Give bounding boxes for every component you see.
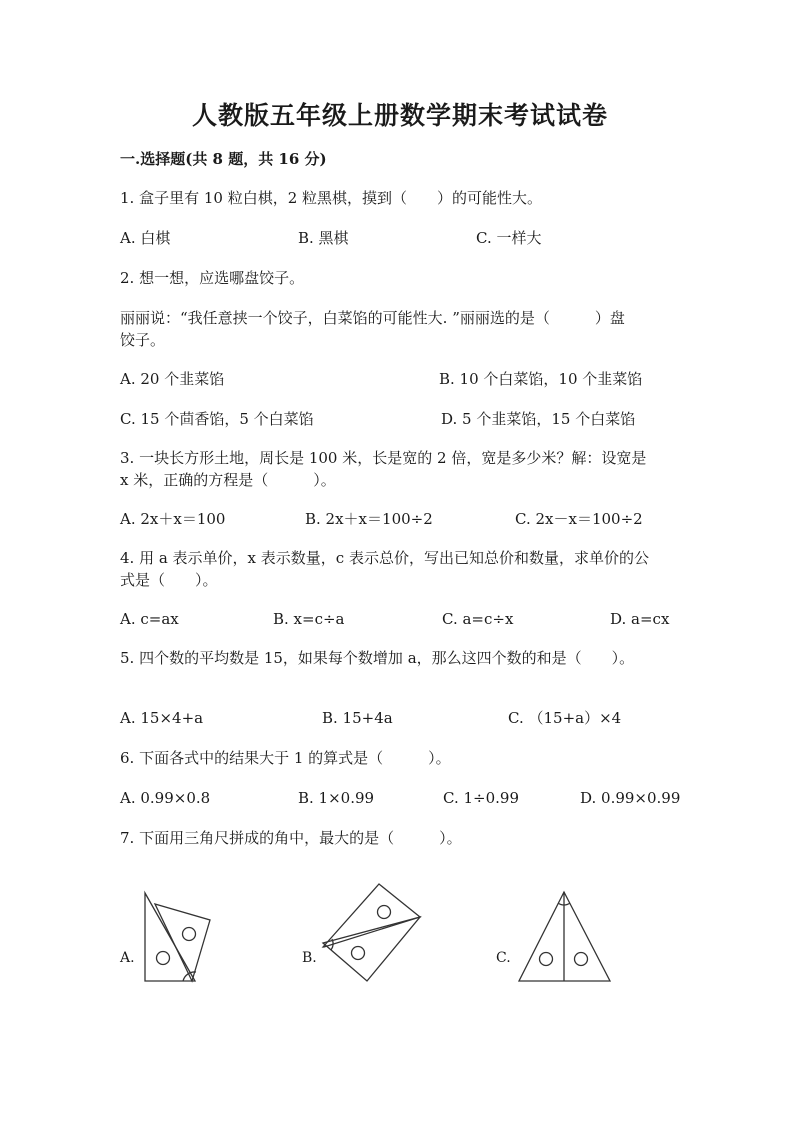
figure-c-circle-1 [540,953,553,966]
q1-option-c[interactable]: C. 一样大 [476,229,542,247]
question-3-line1: 3. 一块长方形土地，周长是 100 米，长是宽的 2 倍，宽是多少米？解：设宽是 [120,449,647,467]
q1-option-b[interactable]: B. 黑棋 [298,229,349,247]
q6-option-c[interactable]: C. 1÷0.99 [443,789,519,807]
page-title: 人教版五年级上册数学期末考试试卷 [191,101,608,130]
q2-option-b[interactable]: B. 10 个白菜馅，10 个韭菜馅 [439,370,643,388]
q4-option-a[interactable]: A. c=ax [120,610,179,628]
q6-option-d[interactable]: D. 0.99×0.99 [580,789,681,807]
q6-option-a[interactable]: A. 0.99×0.8 [120,789,211,807]
q5-option-a[interactable]: A. 15×4+a [120,709,204,727]
q4-option-d[interactable]: D. a=cx [610,610,670,628]
q3-option-a[interactable]: A. 2x＋x＝100 [120,510,226,528]
question-2: 2. 想一想，应选哪盘饺子。 [120,269,305,287]
q2-option-c[interactable]: C. 15 个茴香馅，5 个白菜馅 [120,410,314,428]
question-5: 5. 四个数的平均数是 15，如果每个数增加 a，那么这四个数的和是（ ）。 [120,649,635,667]
question-1: 1. 盒子里有 10 粒白棋，2 粒黑棋，摸到（ ）的可能性大。 [120,189,543,207]
q4-option-c[interactable]: C. a=c÷x [442,610,514,628]
q3-option-b[interactable]: B. 2x＋x＝100÷2 [305,510,433,528]
question-3-line2: x 米，正确的方程是（ ）。 [120,471,336,489]
question-4-line2: 式是（ ）。 [120,571,218,589]
question-4-line1: 4. 用 a 表示单价，x 表示数量，c 表示总价，写出已知总价和数量，求单价的公 [120,549,649,567]
question-7: 7. 下面用三角尺拼成的角中，最大的是（ ）。 [120,829,462,847]
q5-option-c[interactable]: C. （15+a）×4 [508,709,622,727]
q1-option-a[interactable]: A. 白棋 [120,229,171,247]
question-6: 6. 下面各式中的结果大于 1 的算式是（ ）。 [120,749,451,767]
question-2-detail-line1: 丽丽说：“我任意挟一个饺子，白菜馅的可能性大. ”丽丽选的是（ ）盘 [120,309,625,327]
q7-figure-label-c[interactable]: C. [496,950,511,966]
q7-figure-label-a[interactable]: A. [120,950,135,966]
q7-figure-label-b[interactable]: B. [302,950,317,966]
section-heading: 一.选择题(共 8 题，共 16 分) [120,150,327,168]
question-2-detail-line2: 饺子。 [120,331,166,349]
q6-option-b[interactable]: B. 1×0.99 [298,789,375,807]
q4-option-b[interactable]: B. x=c÷a [273,610,345,628]
q3-option-c[interactable]: C. 2x－x＝100÷2 [515,510,643,528]
q2-option-a[interactable]: A. 20 个韭菜馅 [120,370,225,388]
q5-option-b[interactable]: B. 15+4a [322,709,393,727]
q2-option-d[interactable]: D. 5 个韭菜馅，15 个白菜馅 [441,410,636,428]
figure-c-circle-2 [575,953,588,966]
